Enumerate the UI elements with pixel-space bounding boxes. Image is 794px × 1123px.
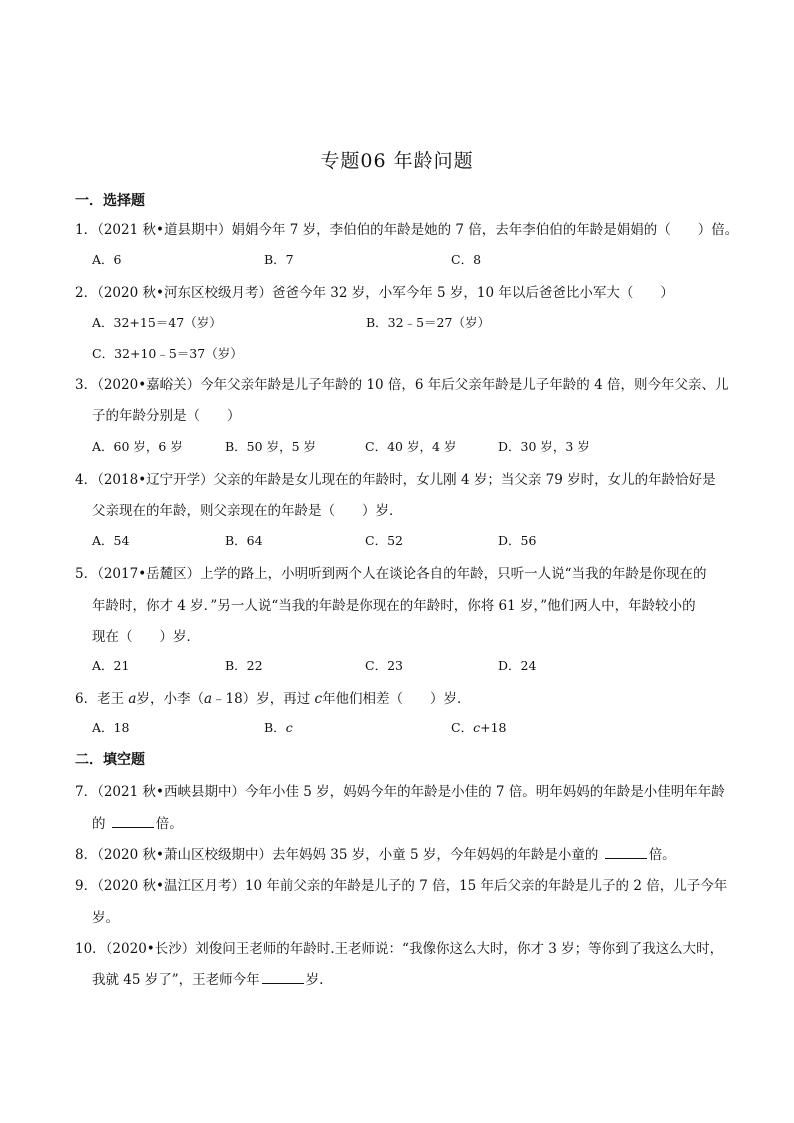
q4-option-d: D．56	[498, 533, 537, 548]
question-8	[75, 843, 676, 863]
q2-option-c: C．32+10﹣5＝37（岁）	[92, 346, 243, 361]
q8-text-post: 倍。	[648, 847, 676, 863]
q10-text-post: 岁.	[305, 972, 324, 988]
q1-option-a: A．6	[92, 252, 122, 267]
q6-option-c-label: C．	[451, 720, 474, 735]
question-3-line-1: 3．（2020•嘉峪关）今年父亲年龄是儿子年龄的 10 倍，6 年后父亲年龄是儿子年龄的 4 倍，则今年父亲、儿	[75, 377, 729, 393]
q2-option-b: B．32﹣5＝27（岁）	[366, 315, 490, 330]
page-title: 专题06 年龄问题	[320, 150, 474, 172]
question-1: 1．（2021 秋•道县期中）娟娟今年 7 岁，李伯伯的年龄是她的 7 倍，去年李伯伯的年龄是娟娟的（ ）倍。	[75, 222, 739, 238]
answer-blank[interactable]	[112, 815, 154, 828]
q3-option-b: B．50 岁，5 岁	[225, 439, 316, 454]
q3-option-d: D．30 岁，3 岁	[498, 439, 590, 454]
q3-option-a: A．60 岁，6 岁	[92, 439, 183, 454]
answer-blank[interactable]	[605, 846, 647, 859]
q1-option-b: B．7	[264, 252, 294, 267]
q6-option-b-var: c	[285, 720, 293, 735]
question-3-line-2: 子的年龄分别是（ ）	[92, 408, 241, 424]
q6-option-b-label: B．	[264, 720, 286, 735]
question-10-line-2	[92, 968, 323, 988]
q6-text-3: ﹣18）岁，再过	[212, 691, 315, 707]
q7-text-pre: 的	[92, 816, 106, 832]
q4-option-b: B．64	[225, 533, 263, 548]
question-10-line-1: 10．（2020•长沙）刘俊问王老师的年龄时.王老师说：“我像你这么大时，你才 3 岁；等你到了我这么大时，	[75, 941, 724, 957]
q5-option-a: A．21	[92, 658, 130, 673]
question-7-line-2	[92, 812, 183, 832]
q3-option-c: C．40 岁，4 岁	[365, 439, 457, 454]
q7-text-post: 倍。	[155, 816, 183, 832]
q6-option-b	[264, 718, 293, 736]
question-4-line-1: 4．（2018•辽宁开学）父亲的年龄是女儿现在的年龄时，女儿刚 4 岁；当父亲 79 岁时，女儿的年龄恰好是	[75, 472, 716, 488]
question-5-line-3: 现在（ ）岁．	[92, 629, 200, 645]
answer-blank[interactable]	[262, 971, 304, 984]
q4-option-c: C．52	[365, 533, 403, 548]
q6-option-a: A．18	[92, 720, 130, 735]
q6-option-c-var: c	[473, 720, 481, 735]
q6-text-1: 6．老王	[75, 691, 129, 707]
question-4-line-2: 父亲现在的年龄，则父亲现在的年龄是（ ）岁．	[92, 503, 403, 519]
question-5-line-2: 年龄时，你才 4 岁．”另一人说“当我的年龄是你现在的年龄时，你将 61 岁，”他们两人中，年龄较小的	[92, 598, 696, 614]
q1-option-c: C．8	[451, 252, 482, 267]
question-2: 2．（2020 秋•河东区校级月考）爸爸今年 32 岁，小军今年 5 岁，10 年以后爸爸比小军大（ ）	[75, 285, 674, 301]
q4-option-a: A．54	[92, 533, 130, 548]
q6-text-4: 年他们相差（ ）岁．	[322, 691, 471, 707]
section-heading-fill: 二．填空题	[75, 752, 145, 768]
question-9-line-2: 岁。	[92, 910, 119, 926]
q5-option-b: B．22	[225, 658, 263, 673]
q6-var-a-2: a	[203, 691, 213, 707]
q6-var-a: a	[128, 691, 137, 707]
question-7-line-1: 7．（2021 秋•西峡县期中）今年小佳 5 岁，妈妈今年的年龄是小佳的 7 倍。明年妈妈的年龄是小佳明年年龄	[75, 784, 725, 800]
q6-text-2: 岁，小李（	[136, 691, 204, 707]
q2-option-a: A．32+15＝47（岁）	[92, 315, 222, 330]
section-heading-choice: 一．选择题	[75, 193, 145, 209]
q5-option-c: C．23	[365, 658, 403, 673]
q8-text-pre: 8．（2020 秋•萧山区校级期中）去年妈妈 35 岁，小童 5 岁，今年妈妈的年龄是小童的	[75, 847, 599, 863]
q6-option-c-suffix: +18	[480, 720, 507, 735]
q6-var-c: c	[314, 691, 323, 707]
q10-text-pre: 我就 45 岁了”，王老师今年	[92, 972, 260, 988]
question-5-line-1: 5．（2017•岳麓区）上学的路上，小明听到两个人在谈论各自的年龄，只听一人说“当我的年龄是你现在的	[75, 566, 707, 582]
q5-option-d: D．24	[498, 658, 537, 673]
q6-option-c	[451, 718, 506, 736]
question-9-line-1: 9．（2020 秋•温江区月考）10 年前父亲的年龄是儿子的 7 倍，15 年后父亲的年龄是儿子的 2 倍，儿子今年	[75, 878, 728, 894]
question-6	[75, 687, 471, 707]
